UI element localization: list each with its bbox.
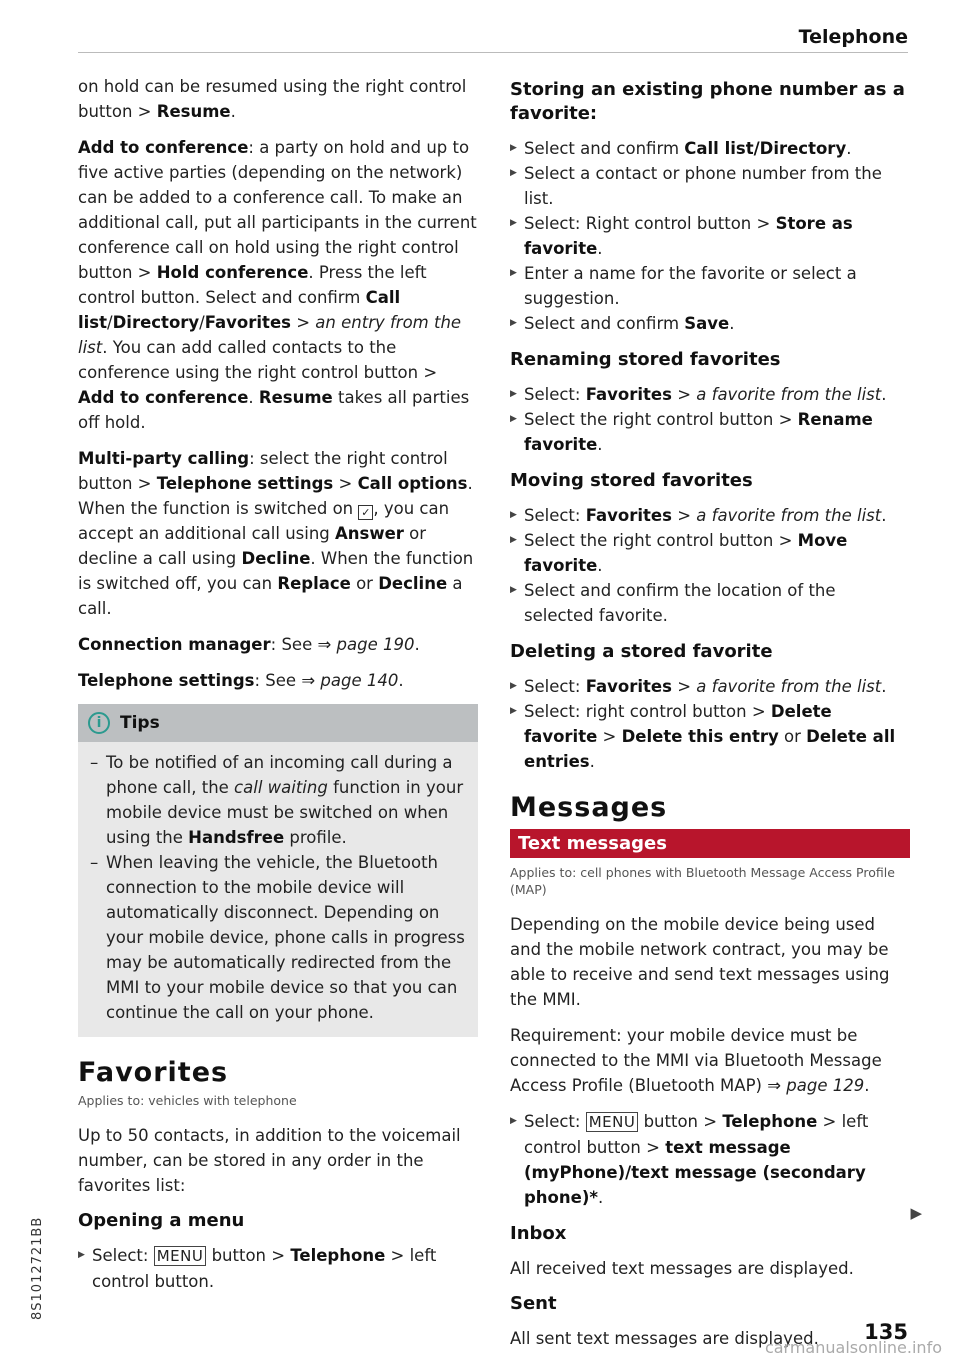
menu-key: MENU xyxy=(586,1112,639,1132)
instruction-step: ▶ Select: Favorites > a favorite from the list. xyxy=(510,674,910,699)
info-icon: i xyxy=(88,712,110,734)
paragraph-favorites-intro: Up to 50 contacts, in addition to the voicemail number, can be stored in any order in the favorites list: xyxy=(78,1126,461,1195)
page-link[interactable]: ⇒ page 129 xyxy=(767,1076,865,1095)
menu-key: MENU xyxy=(154,1246,207,1266)
subsection-bar-text-messages: Text messages xyxy=(510,829,910,858)
instruction-step: ▶ Select the right control button > Move favorite. xyxy=(510,528,910,578)
left-column xyxy=(78,74,478,1294)
checkbox-checked-icon: ✓ xyxy=(358,505,373,520)
paragraph-telephone-settings: Telephone settings: See ⇒ page 140. xyxy=(78,671,404,690)
section-heading-favorites: Favorites xyxy=(78,1057,229,1088)
paragraph-requirement: Requirement: your mobile device must be connected to the MMI via Bluetooth Message Access Profile (Bluetooth MAP) ⇒ page 129. xyxy=(510,1026,882,1095)
subheading-deleting-favorite: Deleting a stored favorite xyxy=(510,641,773,662)
paragraph-inbox: All received text messages are displayed. xyxy=(510,1259,854,1278)
subheading-moving-favorites: Moving stored favorites xyxy=(510,470,753,491)
section-heading-messages: Messages xyxy=(510,792,668,823)
applies-to-note: Applies to: vehicles with telephone xyxy=(78,1093,297,1108)
subheading-opening-menu: Opening a menu xyxy=(78,1210,245,1231)
page-number: 135 xyxy=(864,1320,908,1344)
instruction-step: ▶ Select: Right control button > Store as favorite. xyxy=(510,211,910,261)
page-link[interactable]: ⇒ page 190 xyxy=(317,635,415,654)
tips-header xyxy=(78,704,478,742)
header-rule xyxy=(78,52,908,53)
tip-item: – To be notified of an incoming call during a phone call, the call waiting function in your mobile device must be switched on when using the Handsfree profile. xyxy=(90,750,466,850)
instruction-step: ▶ Select: MENU button > Telephone > left control button > text message (myPhone)/text message (secondary phone)*. xyxy=(510,1109,910,1210)
continue-arrow-icon: ▶ xyxy=(910,1204,922,1222)
paragraph-messages-intro: Depending on the mobile device being used and the mobile network contract, you may be able to receive and send text messages using the MMI. xyxy=(510,915,890,1009)
watermark: carmanualsonline.info xyxy=(764,1338,942,1357)
instruction-step: ▶ Select the right control button > Rename favorite. xyxy=(510,407,910,457)
paragraph-connection-manager: Connection manager: See ⇒ page 190. xyxy=(78,635,420,654)
right-column xyxy=(510,74,910,1362)
instruction-step: ▶ Select and confirm Save. xyxy=(510,311,910,336)
tips-label: Tips xyxy=(120,713,160,733)
subheading-sent: Sent xyxy=(510,1293,557,1314)
instruction-step: ▶ Select: Favorites > a favorite from the list. xyxy=(510,382,910,407)
instruction-step: ▶ Select: MENU button > Telephone > left control button. xyxy=(78,1243,478,1294)
subheading-renaming-favorites: Renaming stored favorites xyxy=(510,349,781,370)
page-header-title: Telephone xyxy=(798,26,908,48)
subheading-inbox: Inbox xyxy=(510,1223,567,1244)
instruction-step: ▶ Select: Favorites > a favorite from the list. xyxy=(510,503,910,528)
instruction-step: ▶ Select a contact or phone number from the list. xyxy=(510,161,910,211)
tips-box xyxy=(78,704,478,1037)
tip-item: – When leaving the vehicle, the Bluetooth connection to the mobile device will automatically disconnect. Depending on your mobile device, phone calls in progress may be automatically redirected from the MMI to your mobile device so that you can continue the call on your phone. xyxy=(90,850,466,1025)
paragraph-sent: All sent text messages are displayed. xyxy=(510,1329,819,1348)
document-code: 8S1012721BB xyxy=(30,1216,45,1320)
instruction-step: ▶ Select: right control button > Delete favorite > Delete this entry or Delete all entries. xyxy=(510,699,910,774)
paragraph-multi-party-calling: Multi-party calling: select the right control button > Telephone settings > Call options. When the function is switched on ✓ , you can accept an additional call using Answer or decline a call using Decline. When the function is switched off, you can Replace or Decline a call. xyxy=(78,449,474,618)
paragraph-resume: on hold can be resumed using the right control button > Resume. xyxy=(78,77,467,121)
subheading-storing-favorite: Storing an existing phone number as a favorite: xyxy=(510,79,905,124)
page-link[interactable]: ⇒ page 140 xyxy=(301,671,399,690)
instruction-step: ▶ Select and confirm Call list/Directory. xyxy=(510,136,910,161)
instruction-step: ▶ Enter a name for the favorite or select a suggestion. xyxy=(510,261,910,311)
instruction-step: ▶ Select and confirm the location of the selected favorite. xyxy=(510,578,910,628)
applies-to-note: Applies to: cell phones with Bluetooth Message Access Profile (MAP) xyxy=(510,865,895,897)
paragraph-add-to-conference: Add to conference: a party on hold and up to five active parties (depending on the network) can be added to a conference call. To make an additional call, put all participants in the current conference call on hold using the right control button > Hold conference. Press the left control button. Select and confirm Call list/Directory/Favorites > an entry from the list. You can add called contacts to the conference using the right control button > Add to conference. Resume takes all parties off hold. xyxy=(78,138,477,432)
